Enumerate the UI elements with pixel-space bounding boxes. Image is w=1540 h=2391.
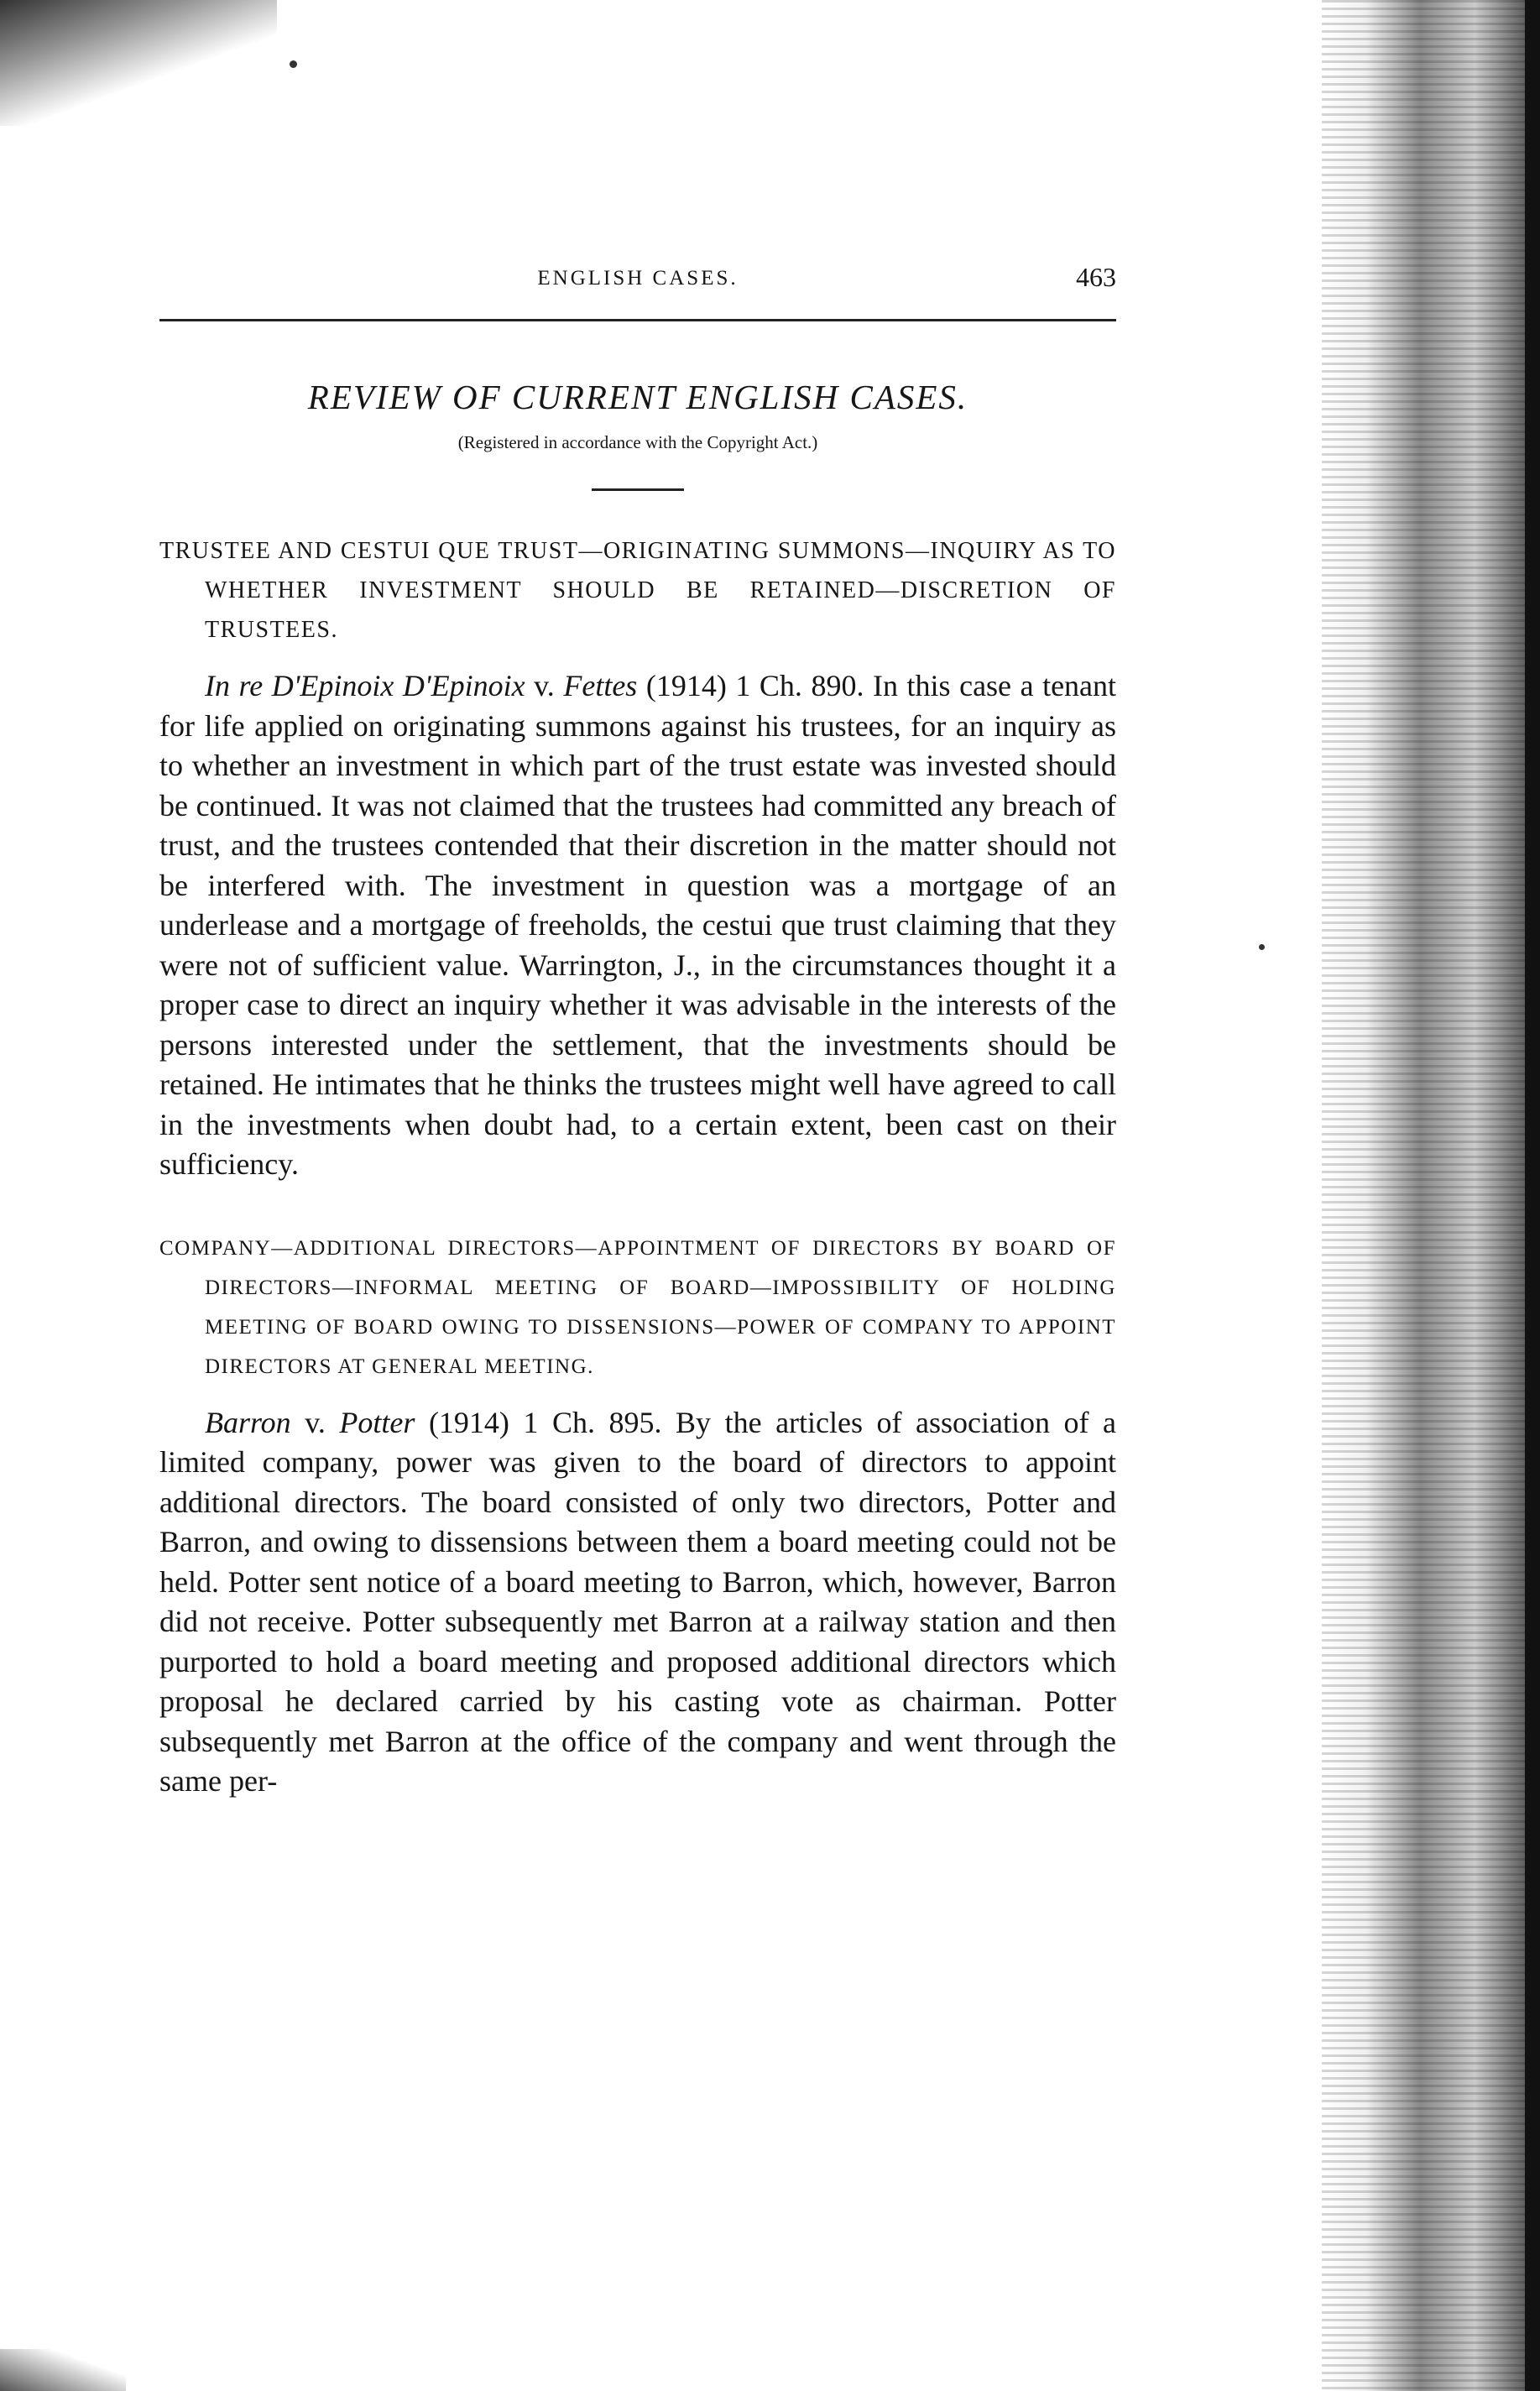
- case-versus: v.: [534, 669, 555, 702]
- case-paragraph: [159, 666, 1116, 1185]
- title-divider: [592, 488, 684, 491]
- running-head: [159, 252, 1116, 319]
- case-citation: (1914) 1 Ch. 890.: [645, 669, 864, 702]
- scan-shadow-bottom-left: [0, 2349, 126, 2391]
- case-opponent: Fettes: [563, 669, 638, 702]
- case-paragraph: [159, 1403, 1116, 1802]
- document-page: [159, 252, 1116, 1832]
- case-citation: (1914) 1 Ch. 895.: [428, 1405, 662, 1439]
- scan-shadow-top-left: [0, 0, 277, 126]
- scan-page-edge: [1322, 0, 1540, 2391]
- case-versus: v.: [305, 1405, 326, 1439]
- case-name: In re D'Epinoix D'Epinoix: [205, 669, 525, 702]
- case-headnote: TRUSTEE AND CESTUI QUE TRUST—ORIGINATING SUMMONS—INQUIRY AS TO WHETHER INVESTMENT SHOULD BE RETAINED—DISCRETION OF TRUSTEES.: [159, 538, 1116, 643]
- section-title: REVIEW OF CURRENT ENGLISH CASES.: [307, 378, 968, 416]
- page-number: 463: [1076, 262, 1116, 292]
- case-text: In this case a tenant for life applied on originating summons against his trustees, for an inquiry as to whether an investment in which part of the trust estate was invested should be continued. It was not claimed that the trustees had committed any breach of trust, and the trustees contended that their discretion in the matter should not be interfered with. The investment in question was a mortgage of an underlease and a mortgage of freeholds, the cestui que trust claiming that they were not of sufficient value. Warrington, J., in the circumstances thought it a proper case to direct an inquiry whether it was advisable in the interests of the persons interested under the settlement, that the investments should be retained. He intimates that he thinks the trustees might well have agreed to call in the investments when doubt had, to a certain extent, been cast on their sufficiency.: [159, 669, 1117, 1181]
- case-text: By the articles of association of a limited company, power was given to the board of directors to appoint additional directors. The board consisted of only two directors, Potter and Barron, and owing to dissensions between them a board meeting could not be held. Potter sent notice of a board meeting to Barron, which, however, Barron did not receive. Potter subsequently met Barron at a railway station and then purported to hold a board meeting and proposed additional directors which proposal he declared carried by his casting vote as chairman. Potter subsequently met Barron at the office of the company and went through the same per-: [159, 1405, 1117, 1798]
- header-rule: [159, 319, 1116, 321]
- case-opponent: Potter: [339, 1405, 415, 1439]
- case-headnote: COMPANY—ADDITIONAL DIRECTORS—APPOINTMENT OF DIRECTORS BY BOARD OF DIRECTORS—INFORMAL MEETING OF BOARD—IMPOSSIBILITY OF HOLDING MEETING OF BOARD OWING TO DISSENSIONS—POWER OF COMPANY TO APPOINT DIRECTORS AT GENERAL MEETING.: [159, 1236, 1116, 1378]
- copyright-note: (Registered in accordance with the Copyright Act.): [457, 432, 818, 452]
- scan-dark-margin: [1525, 0, 1540, 2391]
- scan-speck: [1259, 944, 1265, 950]
- case-name: Barron: [205, 1405, 291, 1439]
- running-head-title: ENGLISH CASES.: [537, 267, 739, 290]
- scan-speck: [290, 60, 297, 68]
